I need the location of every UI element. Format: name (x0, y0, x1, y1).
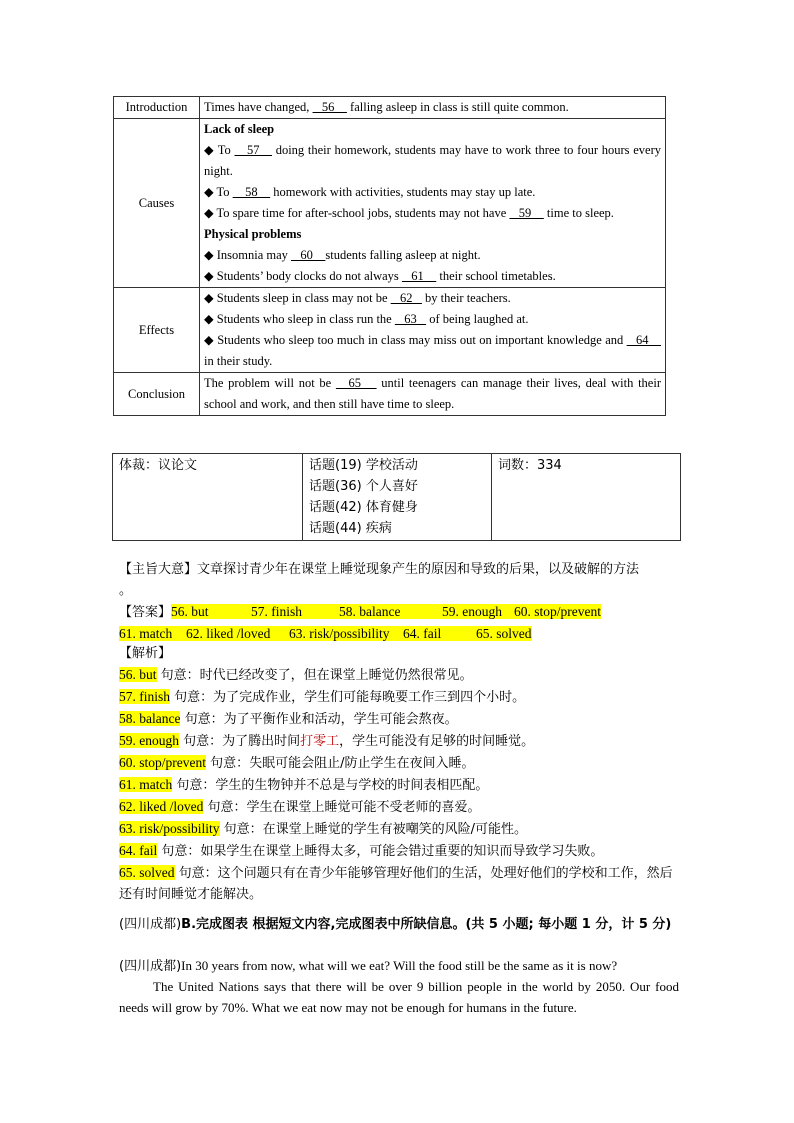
text: in their study. (204, 354, 273, 368)
analysis-text: 句意：在课堂上睡觉的学生有被嘲笑的风险/可能性。 (219, 822, 528, 837)
effect-line (204, 288, 661, 309)
row-content-introduction (200, 97, 666, 119)
analysis-text: 句意：为了平衡作业和活动，学生可能会熬夜。 (180, 712, 458, 727)
topics-cell (303, 454, 492, 541)
text: homework with activities, students may stay up late. (270, 185, 536, 199)
blank-58[interactable]: 58 (232, 185, 271, 199)
analysis-text: 句意：时代已经改变了，但在课堂上睡觉仍然很常见。 (156, 668, 473, 683)
table-row (114, 373, 666, 416)
analysis-item (119, 752, 679, 774)
text: falling asleep in class is still quite common. (346, 100, 569, 114)
table-row (114, 97, 666, 119)
answer-item: 60. stop/prevent (514, 604, 602, 619)
word-count-cell: 词数：334 (492, 454, 681, 541)
analysis-key: 60. stop/prevent (119, 755, 206, 770)
subheading-physical-problems: Physical problems (204, 227, 302, 241)
text: ◆ Students who sleep in class run the (204, 312, 395, 326)
text: ◆ To spare time for after-school jobs, students may not have (204, 206, 510, 220)
analysis-key: 57. finish (119, 689, 171, 704)
answer-item: 65. solved (476, 626, 532, 641)
analysis-text: 句意：学生在课堂上睡觉可能不受老师的喜爱。 (203, 800, 481, 815)
analysis-text: 句意：为了腾出时间 (179, 734, 301, 749)
text: ◆ Students who sleep too much in class may miss out on important knowledge and (204, 333, 627, 347)
text: ◆ Students sleep in class may not be (204, 291, 391, 305)
cause-line (204, 266, 661, 287)
effect-line (204, 309, 661, 330)
question-source: (四川成都) (119, 959, 182, 974)
subheading-lack-of-sleep: Lack of sleep (204, 122, 275, 136)
blank-56[interactable]: 56 (312, 100, 347, 114)
answer-line-2 (119, 623, 679, 645)
answer-line-1 (119, 601, 679, 623)
table-row (114, 288, 666, 373)
blank-59[interactable]: 59 (509, 206, 544, 220)
text: ◆ To (204, 185, 233, 199)
text: time to sleep. (543, 206, 614, 220)
answer-item: 62. liked /loved (186, 626, 271, 641)
cause-line (204, 245, 661, 266)
heading-text: B.完成图表 根据短文内容,完成图表中所缺信息。(共 5 小题; 每小题 1 分，计 5 分) (181, 917, 672, 932)
analysis-key: 63. risk/possibility (119, 821, 220, 836)
blank-64[interactable]: 64 (626, 333, 661, 347)
next-question-text (119, 955, 679, 977)
answer-item: 59. enough (442, 604, 503, 619)
text: doing their homework, students may have to work three to four hours every night. (204, 143, 661, 178)
answer-item: 58. balance (339, 604, 401, 619)
topic-item: 话题(44) 疾病 (309, 521, 392, 536)
text: ◆ Insomnia may (204, 248, 292, 262)
analysis-item (119, 774, 679, 796)
blank-65[interactable]: 65 (335, 376, 377, 390)
row-label-introduction: Introduction (114, 97, 200, 119)
text: until teenagers can manage their lives, deal with their school and work, and then still have time to sleep. (204, 376, 661, 411)
outline-table (113, 96, 666, 416)
cause-line (204, 182, 661, 203)
analysis-key: 65. solved (119, 865, 175, 880)
text: Times have changed, (204, 100, 313, 114)
analysis-item (119, 730, 679, 752)
topic-item: 话题(42) 体育健身 (309, 500, 418, 515)
text: their school timetables. (436, 269, 556, 283)
genre-cell: 体裁：议论文 (113, 454, 303, 541)
analysis-item (119, 708, 679, 730)
summary-block (119, 559, 679, 601)
passage-paragraph: The United Nations says that there will be over 9 billion people in the world by 2050. Our food needs will grow by 70%. What we eat now may not be enough for humans in the future. (119, 979, 679, 1015)
text: by their teachers. (421, 291, 511, 305)
answer-item: 61. match (119, 626, 173, 641)
table-row (113, 454, 681, 541)
analysis-item (119, 862, 679, 905)
analysis-key: 56. but (119, 667, 157, 682)
row-content-effects (200, 288, 666, 373)
answer-label: 【答案】 (119, 605, 172, 620)
answer-highlight (119, 626, 532, 641)
analysis-item (119, 664, 679, 686)
answer-block (119, 601, 679, 645)
row-content-causes (200, 119, 666, 288)
analysis-text: 句意：如果学生在课堂上睡得太多，可能会错过重要的知识而导致学习失败。 (157, 844, 604, 859)
topic-item: 话题(19) 学校活动 (309, 458, 418, 473)
blank-57[interactable]: 57 (234, 143, 272, 157)
row-label-causes: Causes (114, 119, 200, 288)
analysis-text: 句意：这个问题只有在青少年能够管理好他们的生活，处理好他们的学校和工作，然后还有时间睡觉才能解决。 (119, 866, 673, 902)
analysis-key: 64. fail (119, 843, 158, 858)
text: The problem will not be (204, 376, 336, 390)
topic-item: 话题(36) 个人喜好 (309, 479, 418, 494)
row-label-conclusion: Conclusion (114, 373, 200, 416)
text: students falling asleep at night. (325, 248, 481, 262)
analysis-item (119, 686, 679, 708)
meta-table (112, 453, 681, 541)
analysis-key: 61. match (119, 777, 173, 792)
analysis-item (119, 796, 679, 818)
analysis-text: 句意：失眠可能会阻止/防止学生在夜间入睡。 (206, 756, 475, 771)
text: ◆ Students’ body clocks do not always (204, 269, 402, 283)
blank-60[interactable]: 60 (291, 248, 326, 262)
analysis-item (119, 840, 679, 862)
analysis-item (119, 818, 679, 840)
analysis-label: 【解析】 (119, 646, 172, 661)
cause-line (204, 203, 661, 224)
answer-item: 63. risk/possibility (289, 626, 390, 641)
analysis-key: 59. enough (119, 733, 179, 748)
table-row (114, 119, 666, 288)
analysis-key: 62. liked /loved (119, 799, 204, 814)
text: ◆ To (204, 143, 235, 157)
analysis-text: 句意：学生的生物钟并不总是与学校的时间表相匹配。 (172, 778, 489, 793)
blank-61[interactable]: 61 (401, 269, 437, 283)
summary-label: 【主旨大意】 (119, 562, 198, 577)
blank-62[interactable]: 62 (390, 291, 422, 305)
row-content-conclusion (200, 373, 666, 416)
summary-tail: 。 (119, 583, 133, 598)
answer-item: 57. finish (251, 604, 303, 619)
row-label-effects: Effects (114, 288, 200, 373)
effect-line (204, 330, 661, 372)
summary-text: 文章探讨青少年在课堂上睡觉现象产生的原因和导致的后果，以及破解的方法 (197, 562, 640, 577)
answer-item: 56. but (171, 604, 209, 619)
answer-item: 64. fail (403, 626, 442, 641)
next-question-heading (119, 913, 679, 935)
question-text: In 30 years from now, what will we eat? Will the food still be the same as it is now? (181, 958, 618, 973)
answer-highlight (171, 604, 601, 619)
analysis-text-red: 打零工 (300, 734, 340, 749)
blank-63[interactable]: 63 (394, 312, 427, 326)
cause-line (204, 140, 661, 182)
text: of being laughed at. (426, 312, 529, 326)
analysis-text: ，学生可能没有足够的时间睡觉。 (339, 734, 535, 749)
heading-source: (四川成都) (119, 917, 182, 932)
analysis-key: 58. balance (119, 711, 181, 726)
analysis-block (119, 643, 679, 905)
analysis-text: 句意：为了完成作业，学生们可能每晚要工作三到四个小时。 (170, 690, 526, 705)
